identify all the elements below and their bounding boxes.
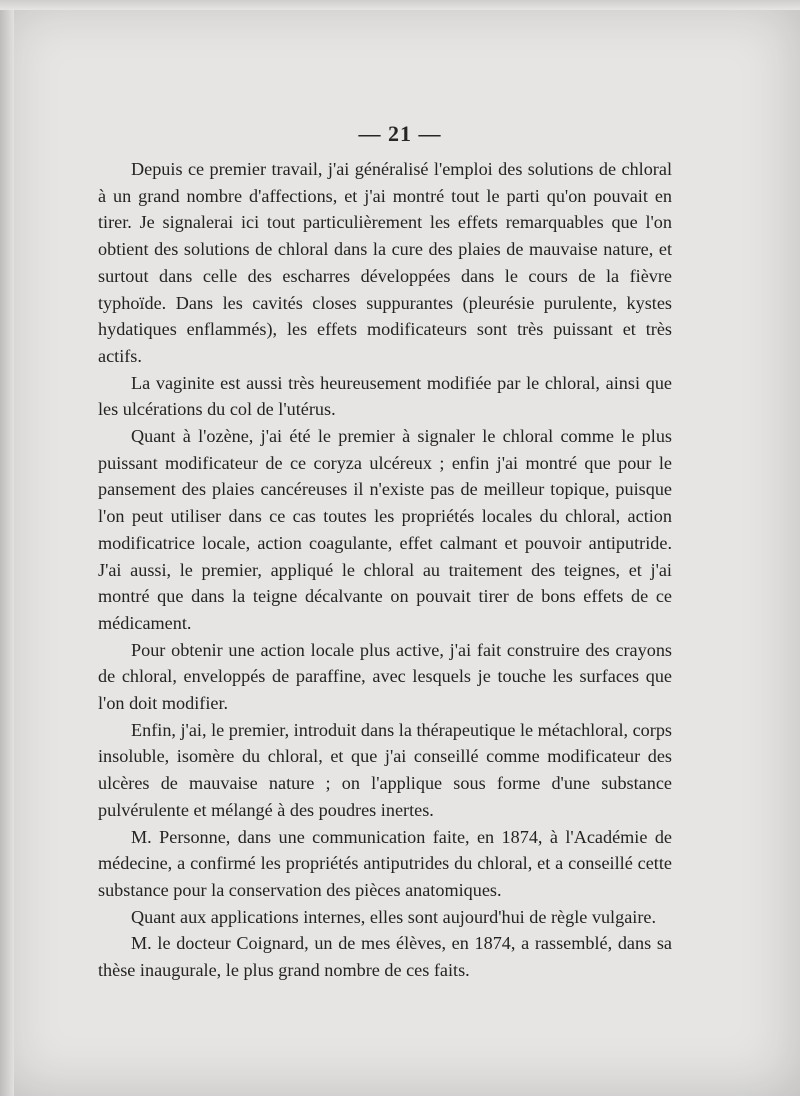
paragraph-6: M. Personne, dans une communication faite, en 1874, à l'Académie de médecine, a confirmé les propriétés antiputrides du chloral, et a conseillé cette substance pour la conservation des pièces anatomiques. bbox=[98, 826, 672, 900]
paragraph-1: Depuis ce premier travail, j'ai généralisé l'emploi des solutions de chloral à un grand nombre d'affections, et j'ai montré tout le parti qu'on pouvait en tirer. Je signalerai ici tout particulièrement les effets remarquables que l'on obtient des solutions de chloral dans la cure des plaies de mauvaise nature, et surtout dans celle des escharres développées dans le cours de la fièvre typhoïde. Dans les cavités closes suppurantes (pleurésie purulente, kystes hydatiques enflammés), les effets modificateurs sont très puissant et très actifs. bbox=[98, 159, 672, 366]
page-top-shadow bbox=[0, 0, 800, 10]
body-text bbox=[98, 156, 672, 984]
paragraph-4: Pour obtenir une action locale plus active, j'ai fait construire des crayons de chloral, enveloppés de paraffine, avec lesquels je touche les surfaces que l'on doit modifier. bbox=[98, 639, 672, 714]
paragraph-7: Quant aux applications internes, elles sont aujourd'hui de règle vulgaire. bbox=[131, 906, 657, 927]
paragraph-3: Quant à l'ozène, j'ai été le premier à signaler le chloral comme le plus puissant modificateur de ce coryza ulcéreux ; enfin j'ai montré que pour le pansement des plaies cancéreuses il n'existe pas de meilleur topique, puisque l'on peut utiliser dans ce cas toutes les propriétés locales du chloral, action modificatrice locale, action coagulante, effet calmant et pouvoir antiputride. J'ai aussi, le premier, appliqué le chloral au traitement des teignes, et j'ai montré que dans la teigne décalvante on pouvait tirer de bons effets de ce médicament. bbox=[98, 426, 672, 633]
paragraph-5: Enfin, j'ai, le premier, introduit dans la thérapeutique le métachloral, corps insoluble, isomère du chloral, et que j'ai conseillé comme modificateur des ulcères de mauvaise nature ; on l'applique sous forme d'une substance pulvérulente et mélangé à des poudres inertes. bbox=[98, 719, 672, 820]
paragraph-2: La vaginite est aussi très heureusement modifiée par le chloral, ainsi que les ulcérations du col de l'utérus. bbox=[98, 372, 672, 420]
paragraph-8: M. le docteur Coignard, un de mes élèves, en 1874, a rassemblé, dans sa thèse inaugurale, le plus grand nombre de ces faits. bbox=[98, 933, 672, 981]
page-gutter-shadow bbox=[0, 0, 14, 1096]
page-number: — 21 — bbox=[358, 121, 442, 146]
